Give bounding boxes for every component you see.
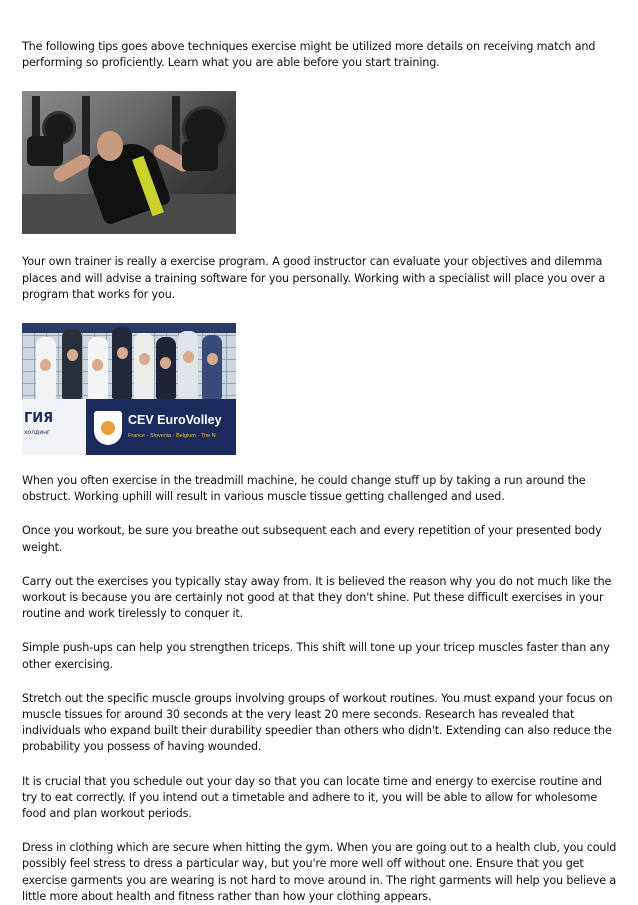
banner-subtitle: France · Slovenia · Belgium · The N <box>128 433 216 440</box>
paragraph-avoid: Carry out the exercises you typically stay away from. It is believed the reason why you do not much like the workout is because you are certainly not good at that they don't shine. Put these difficult exercises in your routine and work tirelessly to conquer it. <box>22 574 612 621</box>
paragraph-schedule: It is crucial that you schedule out your day so that you can locate time and energy to exercise routine and try to eat correctly. If you intend out a timetable and adhere to it, you will be able to allow for wholesome food and plan workout periods. <box>22 774 603 821</box>
paragraph-treadmill: When you often exercise in the treadmill machine, he could change stuff up by taking a run around the obstruct. Working uphill will result in various muscle tissue getting challenged and used. <box>22 474 586 504</box>
paragraph-breathe: Once you workout, be sure you breathe out subsequent each and every repetition of your presented body weight. <box>22 524 602 554</box>
volleyball-event-photo <box>22 323 236 455</box>
banner-title: CEV EuroVolley <box>128 413 222 428</box>
paragraph-trainer: Your own trainer is really a exercise program. A good instructor can evaluate your objectives and dilemma places and will advise a training software for you personally. Working with a specialist will place you over a program that works for you. <box>22 255 606 301</box>
paragraph-intro: The following tips goes above techniques exercise might be utilized more details on receiving match and performing so proficiently. Learn what you are able before you start training. <box>22 40 596 70</box>
banner-sponsor <box>22 399 86 455</box>
banner-left-text: ГИЯ <box>24 411 54 427</box>
article <box>22 39 618 905</box>
banner-left-sub: холдинг <box>24 429 51 437</box>
paragraph-pushups: Simple push-ups can help you strengthen triceps. This shift will tone up your tricep muscles faster than any other exercising. <box>22 641 610 671</box>
cev-logo-icon <box>94 411 122 445</box>
gym-dumbbell-photo <box>22 91 236 234</box>
paragraph-stretch: Stretch out the specific muscle groups involving groups of workout routines. You must expand your focus on muscle tissues for around 30 seconds at the very least 20 mere seconds. Research has revealed that individuals who expand built their durability speedier than others who didn't. Extending can also reduce the probability you possess of having wounded. <box>22 691 613 754</box>
paragraph-clothing: Dress in clothing which are secure when hitting the gym. When you are going out to a health club, you could possibly feel stress to dress a particular way, but you're more well off without one. Ensure that you get exercise garments you are wearing is not hard to move around in. The right garments will help you believe a little more about health and fitness rather than how your clothing appears. <box>22 841 617 903</box>
